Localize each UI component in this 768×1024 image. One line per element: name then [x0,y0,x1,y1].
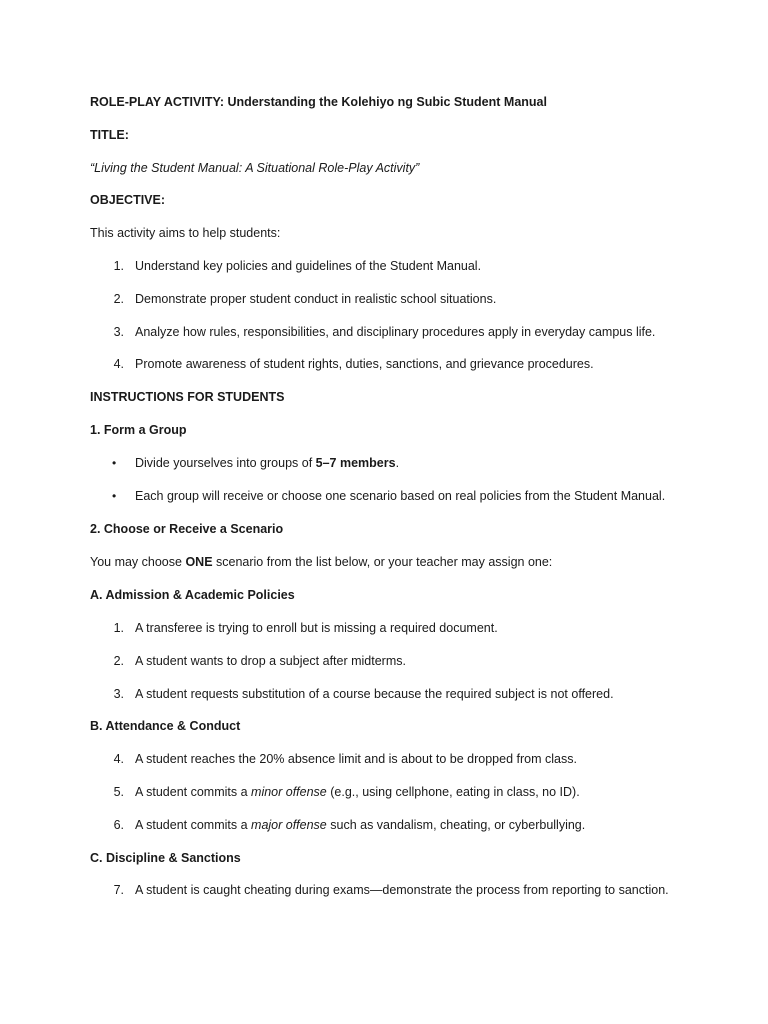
instructions-heading: INSTRUCTIONS FOR STUDENTS [90,390,285,404]
objective-item: Analyze how rules, responsibilities, and disciplinary procedures apply in everyday campus life. [135,325,656,339]
scenario-text-end: (e.g., using cellphone, eating in class, no ID). [326,785,580,799]
bullet-icon: • [112,489,117,503]
title-text: “Living the Student Manual: A Situational Role-Play Activity” [90,161,420,175]
objective-number: 1. [113,259,124,273]
scenario-item: A transferee is trying to enroll but is missing a required document. [135,621,498,635]
scenario-item [135,784,580,800]
bullet-text-end: . [395,456,400,470]
objective-intro: This activity aims to help students: [90,226,281,240]
objective-item: Understand key policies and guidelines of the Student Manual. [135,259,482,273]
step1-heading: 1. Form a Group [90,423,187,437]
intro-text-end: scenario from the list below, or your teacher may assign one: [212,555,553,569]
scenario-item: A student wants to drop a subject after midterms. [135,654,406,668]
scenario-number: 5. [113,785,124,799]
scenario-item [135,817,585,833]
step1-bullet-1 [135,455,399,471]
scenario-number: 3. [113,687,124,701]
objective-item: Promote awareness of student rights, duties, sanctions, and grievance procedures. [135,357,594,371]
section-a-heading: A. Admission & Academic Policies [90,588,295,602]
section-c-heading: C. Discipline & Sanctions [90,851,241,865]
objective-item: Demonstrate proper student conduct in realistic school situations. [135,292,497,306]
scenario-number: 4. [113,752,124,766]
scenario-item: A student requests substitution of a course because the required subject is not offered. [135,687,614,701]
intro-emphasis: ONE [185,555,213,569]
scenario-text-end: such as vandalism, cheating, or cyberbullying. [326,818,586,832]
scenario-number: 2. [113,654,124,668]
scenario-item: A student is caught cheating during exams—demonstrate the process from reporting to sanction. [135,883,669,897]
scenario-number: 7. [113,883,124,897]
step2-heading: 2. Choose or Receive a Scenario [90,522,284,536]
intro-text: You may choose [90,555,186,569]
scenario-text: A student commits a [135,818,252,832]
document-heading: ROLE-PLAY ACTIVITY: Understanding the Kolehiyo ng Subic Student Manual [90,95,547,109]
scenario-item: A student reaches the 20% absence limit and is about to be dropped from class. [135,752,577,766]
step2-intro [90,554,552,570]
scenario-number: 1. [113,621,124,635]
objective-number: 3. [113,325,124,339]
objective-number: 4. [113,357,124,371]
section-b-heading: B. Attendance & Conduct [90,719,241,733]
bullet-text: Divide yourselves into groups of [135,456,316,470]
title-label: TITLE: [90,128,129,142]
offense-type: minor offense [251,785,327,799]
scenario-text: A student commits a [135,785,252,799]
scenario-number: 6. [113,818,124,832]
step1-bullet-2: Each group will receive or choose one scenario based on real policies from the Student Manual. [135,489,666,503]
bullet-icon: • [112,456,117,470]
objective-number: 2. [113,292,124,306]
offense-type: major offense [251,818,327,832]
objective-label: OBJECTIVE: [90,193,166,207]
group-size: 5–7 members [315,456,396,470]
